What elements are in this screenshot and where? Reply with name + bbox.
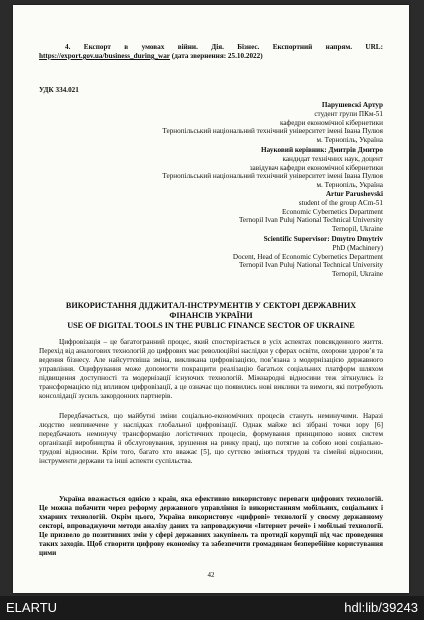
- author-affiliation-line: кафедри економічної кібернетики: [279, 118, 383, 127]
- supervisor-ua-line: кандидат технічних наук, доцент: [282, 154, 383, 163]
- reference-date: (дата звернення: 25.10.2022): [171, 52, 263, 60]
- footer-repository-label: ELARTU: [6, 600, 58, 615]
- page-number: 42: [207, 571, 215, 579]
- supervisor-block-ua: [23, 146, 383, 190]
- author-affiliation-line: Тернопільський національний технічний університет імені Івана Пулюя: [162, 127, 383, 136]
- body-paragraph: Цифровізація – це багатогранний процес, який спостерігається в усіх аспектах повсякденного життя. Перехід від аналогових технологій до цифрових має революційні наслідки у сферах освіти, охорони здоров’я та ведення бізнесу. Але найсуттєвіша зміна, викликана цифровізацією, пов’язана з модернізацією державного управління. Оцифрування може допомогти покращити реалізацію багатьох соціальних платформ шляхом підвищення доступності та модернізації існуючих технологій. Міжнародні відносини теж зіткнулись із трансформацією під впливом цифровізації, а це означає що появились нові виклики та вимоги, які потребують консолідації зусиль закордонних партнерів.: [39, 338, 383, 400]
- supervisor-ua-line: Тернопільський національний технічний університет імені Івана Пулюя: [162, 172, 383, 181]
- supervisor-ua-line: м. Тернопіль, Україна: [316, 181, 383, 190]
- reference-url-line: [39, 52, 263, 61]
- viewer-footer: [0, 596, 424, 620]
- supervisor-en-name: Dmytro Dmytriv: [331, 235, 383, 243]
- author-affiliation-line: Ternopil Ivan Puluj National Technical University: [239, 216, 383, 225]
- article-title-ua-cont: ФІНАНСІВ УКРАЇНИ: [169, 311, 253, 320]
- body-paragraph-emphasis: Україна вважається однією з країн, яка ефективно використовує переваги цифрових технологій. Це можна побачити через реформу державного управління із використанням мобільних, соціальних і хмарних технологій. Окрім цього, Україна використовує «цифрові» технології у своєму державному секторі, впроваджуючи методи аналізу даних та запроваджуючи «Інтернет речей» і мобільні технології. Це призвело до позитивних змін у сфері державних закупівель та протидії корупції під час проведення таких заходів. Щоб створити цифрову економіку та забезпечити громадянам безперебійне користування цими: [39, 495, 383, 557]
- reference-url-link[interactable]: https://export.gov.ua/business_during_war: [39, 52, 170, 60]
- author-block-en: [23, 190, 383, 234]
- supervisor-block-en: [23, 235, 383, 279]
- author-affiliation-line: Economic Cybernetics Department: [282, 207, 383, 216]
- supervisor-en-line: Ternopil, Ukraine: [332, 270, 383, 279]
- body-paragraph: Передбачається, що майбутні зміни соціально-економічних процесів стануть неминучими. Наразі людство невпинечене у наслідках глобальної цифровізації. Однак майже всі зібрані точки зору [6] передбачають неминучу трансформацію логістичних процесів, формування принципово нових систем організації виробництва й обслуговування, зрушення на ринку праці, що потягне за собою нові соціально-трудові відносини. Крім того, багато хто вважає [5], що суттєво зміняться трудові та сімейні відносини, інструменти держави та інші аспекти суспільства.: [39, 412, 383, 465]
- supervisor-en-line: PhD (Machinery): [332, 243, 383, 252]
- supervisor-en-heading: [23, 235, 383, 244]
- supervisor-ua-name: Дмитрів Дмитро: [328, 146, 383, 154]
- supervisor-en-line: Docent, Head of Economic Cybernetics Department: [232, 252, 383, 261]
- udc-code: УДК 334.021: [39, 86, 79, 94]
- supervisor-en-line: Ternopil Ivan Puluj National Technical University: [239, 261, 383, 270]
- article-title-ua: ВИКОРИСТАННЯ ДІДЖИТАЛ-ІНСТРУМЕНТІВ У СЕКТОРІ ДЕРЖАВНИХ: [65, 301, 357, 310]
- author-affiliation-line: Ternopil, Ukraine: [332, 225, 383, 234]
- author-affiliation-line: студент групи ПКм-51: [314, 109, 383, 118]
- reference-line: 4. Експорт в умовах війни. Дія. Бізнес. Експортний напрям. URL:: [65, 43, 383, 51]
- author-affiliation-line: м. Тернопіль, Україна: [316, 136, 383, 145]
- supervisor-ua-line: завідувач кафедри економічної кібернетики: [249, 163, 383, 172]
- supervisor-ua-heading: [23, 146, 383, 155]
- article-title-en: USE OF DIGITAL TOOLS IN THE PUBLIC FINANCE SECTOR OF UKRAINE: [67, 321, 355, 330]
- author-block-ua: [23, 101, 383, 145]
- footer-handle[interactable]: hdl:lib/39243: [344, 600, 418, 615]
- document-page: [13, 5, 409, 593]
- author-affiliation-line: student of the group ACm-51: [298, 198, 383, 207]
- author-name: Artur Parushevski: [325, 190, 383, 198]
- author-name: Парушевскі Артур: [321, 101, 383, 109]
- supervisor-ua-label: Науковий керівник:: [261, 146, 329, 154]
- supervisor-en-label: Scientific Supervisor:: [263, 235, 332, 243]
